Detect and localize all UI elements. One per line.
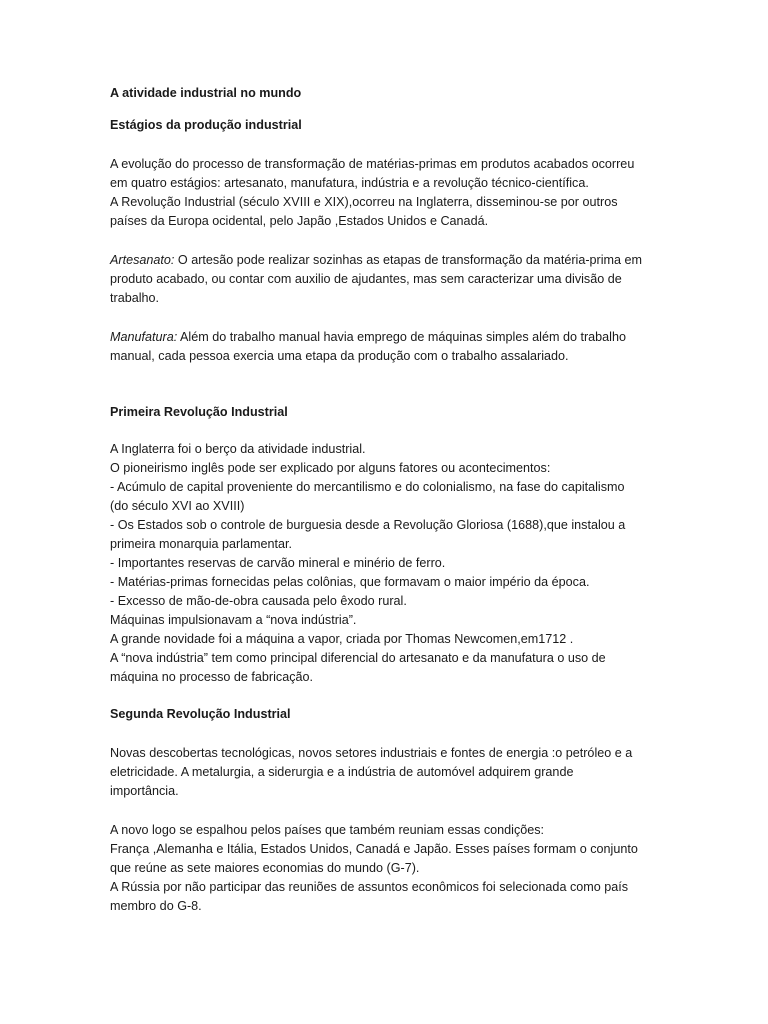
text-line: produto acabado, ou contar com auxilio de ajudantes, mas sem caracterizar uma divisão de: [110, 272, 622, 286]
section-heading-second-revolution: Segunda Revolução Industrial: [110, 707, 291, 721]
text-line: - Excesso de mão-de-obra causada pelo êxodo rural.: [110, 594, 407, 608]
text-line: - Os Estados sob o controle de burguesia desde a Revolução Gloriosa (1688),que instalou a: [110, 518, 626, 532]
paragraph-discoveries: [110, 744, 670, 801]
paragraph-spread: [110, 821, 670, 916]
text-line: Novas descobertas tecnológicas, novos setores industriais e fontes de energia :o petróleo e a: [110, 746, 633, 760]
text-line: manual, cada pessoa exercia uma etapa da produção com o trabalho assalariado.: [110, 349, 569, 363]
paragraph-first-revolution: [110, 440, 670, 687]
document-title: A atividade industrial no mundo: [110, 86, 302, 100]
text-line: trabalho.: [110, 291, 160, 305]
paragraph-evolution: [110, 155, 670, 231]
text-line: importância.: [110, 784, 179, 798]
text-line: França ,Alemanha e Itália, Estados Unidos, Canadá e Japão. Esses países formam o conjunto: [110, 842, 638, 856]
text-line: países da Europa ocidental, pelo Japão ,Estados Unidos e Canadá.: [110, 214, 489, 228]
paragraph-artesanato: [110, 251, 670, 308]
text-line: - Importantes reservas de carvão mineral e minério de ferro.: [110, 556, 446, 570]
text-line: A evolução do processo de transformação de matérias-primas em produtos acabados ocorreu: [110, 157, 635, 171]
text-line: membro do G-8.: [110, 899, 202, 913]
text-line: eletricidade. A metalurgia, a siderurgia e a indústria de automóvel adquirem grande: [110, 765, 574, 779]
term-manufatura: Manufatura:: [110, 330, 178, 344]
section-heading-first-revolution: Primeira Revolução Industrial: [110, 405, 288, 419]
text-fragment: Além do trabalho manual havia emprego de máquinas simples além do trabalho: [177, 330, 626, 344]
text-fragment: O artesão pode realizar sozinhas as etapas de transformação da matéria-prima em: [174, 253, 643, 267]
text-line: (do século XVI ao XVIII): [110, 499, 245, 513]
text-line: [110, 328, 670, 347]
text-line: Máquinas impulsionavam a “nova indústria”.: [110, 613, 357, 627]
text-line: - Acúmulo de capital proveniente do mercantilismo e do colonialismo, na fase do capitalismo: [110, 480, 625, 494]
text-line: A novo logo se espalhou pelos países que também reuniam essas condições:: [110, 823, 545, 837]
text-line: que reúne as sete maiores economias do mundo (G-7).: [110, 861, 420, 875]
section-heading-stages: Estágios da produção industrial: [110, 118, 302, 132]
paragraph-manufatura: [110, 328, 670, 366]
text-line: primeira monarquia parlamentar.: [110, 537, 292, 551]
term-artesanato: Artesanato:: [110, 253, 175, 267]
text-line: máquina no processo de fabricação.: [110, 670, 314, 684]
text-line: [110, 251, 670, 270]
document-page: [110, 84, 670, 916]
text-line: O pioneirismo inglês pode ser explicado por alguns fatores ou acontecimentos:: [110, 461, 551, 475]
text-line: A Inglaterra foi o berço da atividade industrial.: [110, 442, 366, 456]
text-line: A Revolução Industrial (século XVIII e XIX),ocorreu na Inglaterra, disseminou-se por outros: [110, 195, 618, 209]
text-line: em quatro estágios: artesanato, manufatura, indústria e a revolução técnico-científica.: [110, 176, 589, 190]
text-line: A Rússia por não participar das reuniões de assuntos econômicos foi selecionada como país: [110, 880, 629, 894]
text-line: A grande novidade foi a máquina a vapor, criada por Thomas Newcomen,em1712 .: [110, 632, 574, 646]
text-line: A “nova indústria” tem como principal diferencial do artesanato e da manufatura o uso de: [110, 651, 606, 665]
text-line: - Matérias-primas fornecidas pelas colônias, que formavam o maior império da época.: [110, 575, 590, 589]
